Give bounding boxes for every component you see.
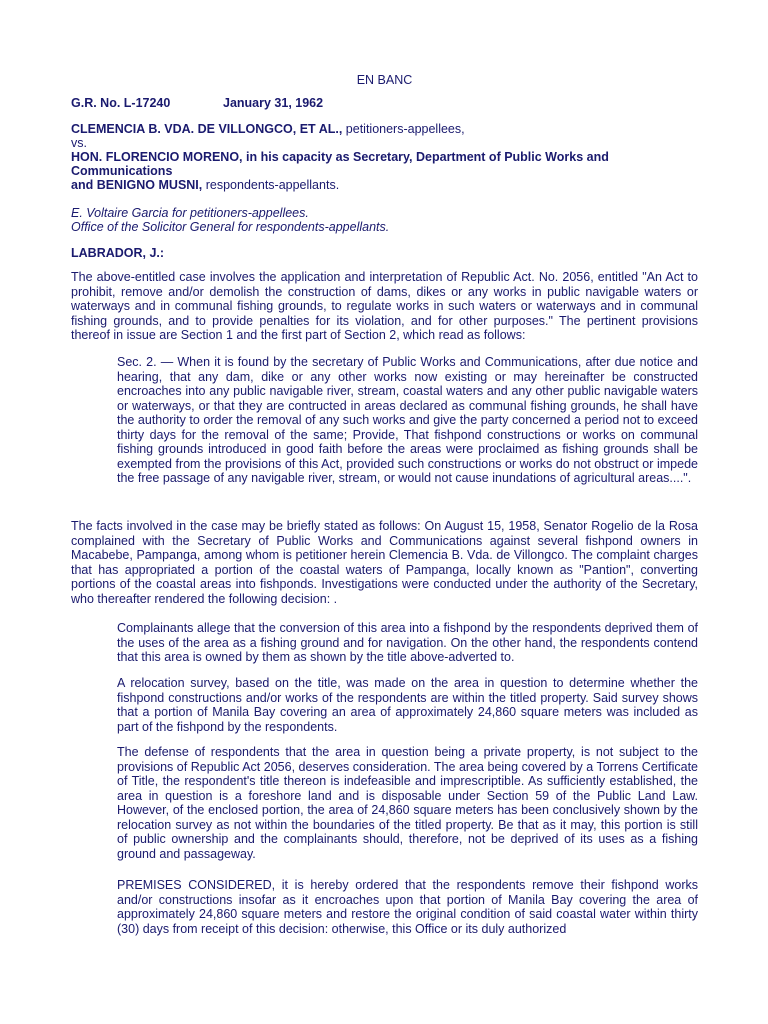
paragraph-intro: The above-entitled case involves the application and interpretation of Republic Act. No. 2056, entitled "An Act to prohibit, remove and/or demolish the construction of dams, dikes or any works in public navigable waters or waterways and in communal fishing grounds, to regulate works in such waters or waterways and in communal fishing grounds, and to provide penalties for its violation, and for other purposes." The pertinent provisions thereof in issue are Section 1 and the first part of Section 2, which read as follows:: [71, 270, 698, 342]
petitioners-role: petitioners-appellees,: [342, 122, 465, 136]
counsel-petitioners: E. Voltaire Garcia for petitioners-appellees.: [71, 206, 309, 220]
gr-number: G.R. No. L-17240: [71, 96, 171, 110]
versus: vs.: [71, 136, 87, 150]
counsel-respondents: Office of the Solicitor General for respondents-appellants.: [71, 220, 390, 234]
quote-premises-considered: PREMISES CONSIDERED, it is hereby ordered that the respondents remove their fishpond works and/or constructions insofar as it encroaches upon that portion of Manila Bay covering the area of approximately 24,860 square meters and restore the original condition of said coastal water within thirty (30) days from receipt of this decision: otherwise, this Office or its duly authorized: [117, 878, 698, 936]
quote-complainants: Complainants allege that the conversion of this area into a fishpond by the respondents deprived them of the uses of the area as a fishing ground and for navigation. On the other hand, the respondents contend that this area is owned by them as shown by the title above-adverted to.: [117, 621, 698, 664]
case-caption: [71, 122, 698, 192]
ponente: LABRADOR, J.:: [71, 246, 165, 260]
respondents-name: HON. FLORENCIO MORENO, in his capacity as Secretary, Department of Public Works and Communications: [71, 150, 609, 178]
quote-defense: The defense of respondents that the area in question being a private property, is not subject to the provisions of Republic Act 2056, deserves consideration. The area being covered by a Torrens Certificate of Title, the respondent's title thereon is indefeasible and imprescriptible. As sufficiently established, the area in question is a foreshore land and is disposable under Section 59 of the Public Land Law. However, of the enclosed portion, the area of 24,860 square meters has been conclusively shown by the relocation survey as not within the boundaries of the titled property. Be that as it may, this portion is still of public ownership and the complainants should, therefore, not be deprived of its uses as a fishing ground and passageway.: [117, 745, 698, 861]
court-division: EN BANC: [356, 73, 413, 87]
petitioners-line: [71, 122, 698, 136]
quote-relocation-survey: A relocation survey, based on the title, was made on the area in question to determine whether the fishpond constructions and/or works of the respondents are within the titled property. Said survey shows that a portion of Manila Bay covering an area of approximately 24,860 square meters was included as part of the fishpond by the respondents.: [117, 676, 698, 734]
paragraph-facts: The facts involved in the case may be briefly stated as follows: On August 15, 1958, Senator Rogelio de la Rosa complained with the Secretary of Public Works and Communications against several fishpond owners in Macabebe, Pampanga, among whom is petitioner herein Clemencia B. Vda. de Villongco. The complaint charges that has appropriated a portion of the coastal waters of Pampanga, locally known as "Pantion", converting portions of the coastal areas into fishponds. Investigations were conducted under the authority of the Secretary, who thereafter rendered the following decision: .: [71, 519, 698, 606]
respondents-name-2: and BENIGNO MUSNI,: [71, 178, 203, 192]
case-number-line: [71, 96, 324, 110]
decision-date: January 31, 1962: [223, 96, 324, 110]
respondents-line-2: [71, 178, 698, 192]
respondents-role: respondents-appellants.: [202, 178, 340, 192]
quote-section-2: Sec. 2. — When it is found by the secretary of Public Works and Communications, after due notice and hearing, that any dam, dike or any other works now existing or may hereinafter be constructed encroaches into any public navigable river, stream, coastal waters and any other public navigable waters or waterways, or that they are contructed in areas declared as communal fishing grounds, he shall have the authority to order the removal of any such works and give the party concerned a period not to exceed thirty days for the removal of the same; Provide, That fishpond constructions or works on communal fishing grounds introduced in good faith before the areas were proclaimed as fishing grounds shall be exempted from the provisions of this Act, provided such constructions or works do not obstruct or impede the free passage of any navigable river, stream, or would not cause inundations of agricultural areas....".: [117, 355, 698, 485]
counsel-block: [71, 206, 698, 234]
petitioners-name: CLEMENCIA B. VDA. DE VILLONGCO, ET AL.,: [71, 122, 343, 136]
